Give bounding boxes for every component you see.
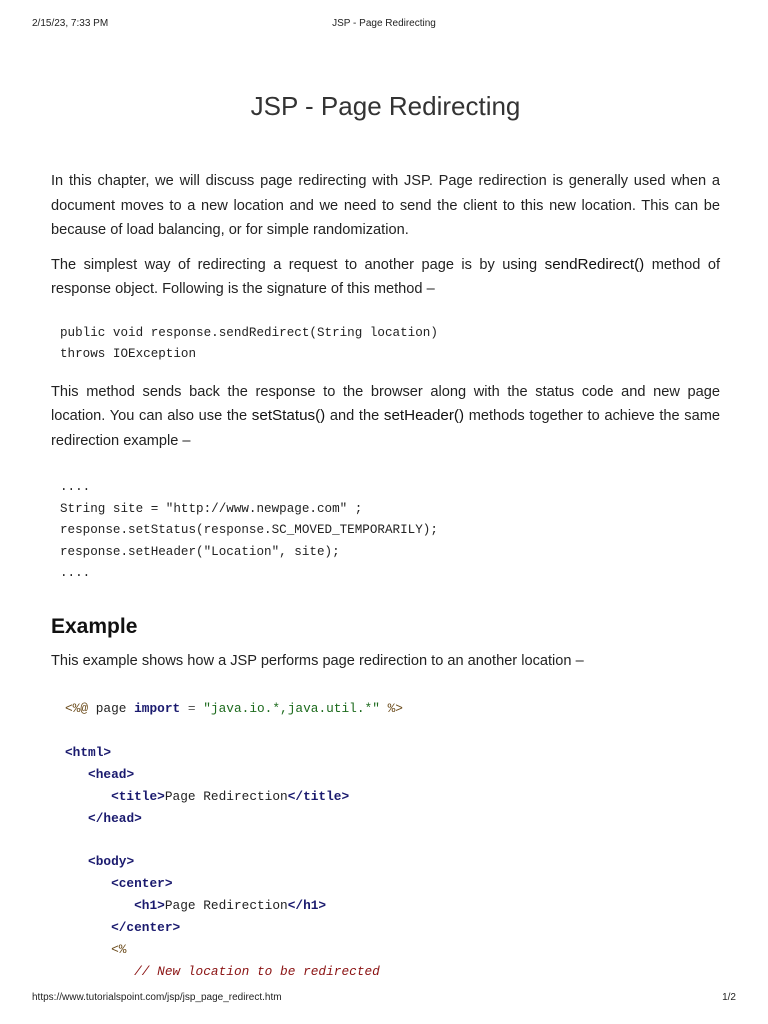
code-token: <h1> [134, 898, 165, 914]
code-token: import [134, 701, 181, 716]
print-page-title: JSP - Page Redirecting [332, 18, 436, 29]
code-token: Page Redirection [164, 788, 288, 804]
code-token: <center> [111, 876, 173, 892]
code-token: "java.io.*,java.util.*" [203, 701, 380, 716]
code-token: page [88, 701, 135, 716]
set-status-keyword: setStatus() [251, 407, 326, 424]
paragraph-text: This method sends back the response to the browser along with the status code and new page location. You can also use the [51, 383, 720, 424]
code-token: <title> [111, 788, 165, 804]
code-token: Page Redirection [164, 898, 288, 914]
status-header-paragraph [51, 380, 720, 454]
page-title: JSP - Page Redirecting [250, 91, 521, 121]
code-token: <%@ [65, 701, 89, 716]
print-date: 2/15/23, 7:33 PM [32, 18, 109, 29]
send-redirect-paragraph [51, 253, 720, 302]
print-footer [32, 992, 736, 1006]
example-code-block [51, 698, 720, 983]
paragraph-text: The simplest way of redirecting a request to another page is by using [51, 256, 545, 273]
page-number: 1/2 [722, 992, 736, 1003]
print-url: https://www.tutorialspoint.com/jsp/jsp_page_redirect.htm [32, 992, 282, 1003]
signature-code-block: public void response.sendRedirect(String location) throws IOException [60, 325, 438, 361]
code-token: </title> [287, 788, 350, 804]
code-token: </h1> [287, 898, 327, 914]
code-token: <% [111, 941, 127, 957]
code-token: <body> [88, 854, 135, 870]
redirect-code-block: .... String site = "http://www.newpage.com" ; response.setStatus(response.SC_MOVED_TEMPORARILY); response.setHeader("Location", site); .... [60, 480, 438, 580]
code-comment: // New location to be redirected [134, 963, 380, 979]
paragraph-text: and the [325, 408, 384, 424]
example-heading: Example [51, 614, 138, 638]
send-redirect-keyword: sendRedirect() [544, 255, 645, 273]
code-token: <html> [65, 744, 112, 760]
paragraph-text: method of response object. Following is the signature of this method – [51, 256, 720, 297]
code-token: </center> [111, 920, 181, 936]
print-header [32, 18, 736, 32]
paragraph-text: methods together to achieve the same redirection example – [51, 408, 720, 449]
code-token: %> [379, 701, 403, 716]
example-intro-paragraph: This example shows how a JSP performs page redirection to an another location – [51, 652, 584, 669]
code-token: </head> [88, 810, 142, 826]
article-content [51, 86, 720, 983]
intro-paragraph: In this chapter, we will discuss page redirecting with JSP. Page redirection is generally used when a document moves to a new location and we need to send the client to this new location. This can be because of load balancing, or for simple randomization. [51, 173, 720, 238]
code-token: <head> [88, 766, 135, 782]
set-header-keyword: setHeader() [383, 407, 465, 424]
code-token: = [180, 701, 204, 716]
